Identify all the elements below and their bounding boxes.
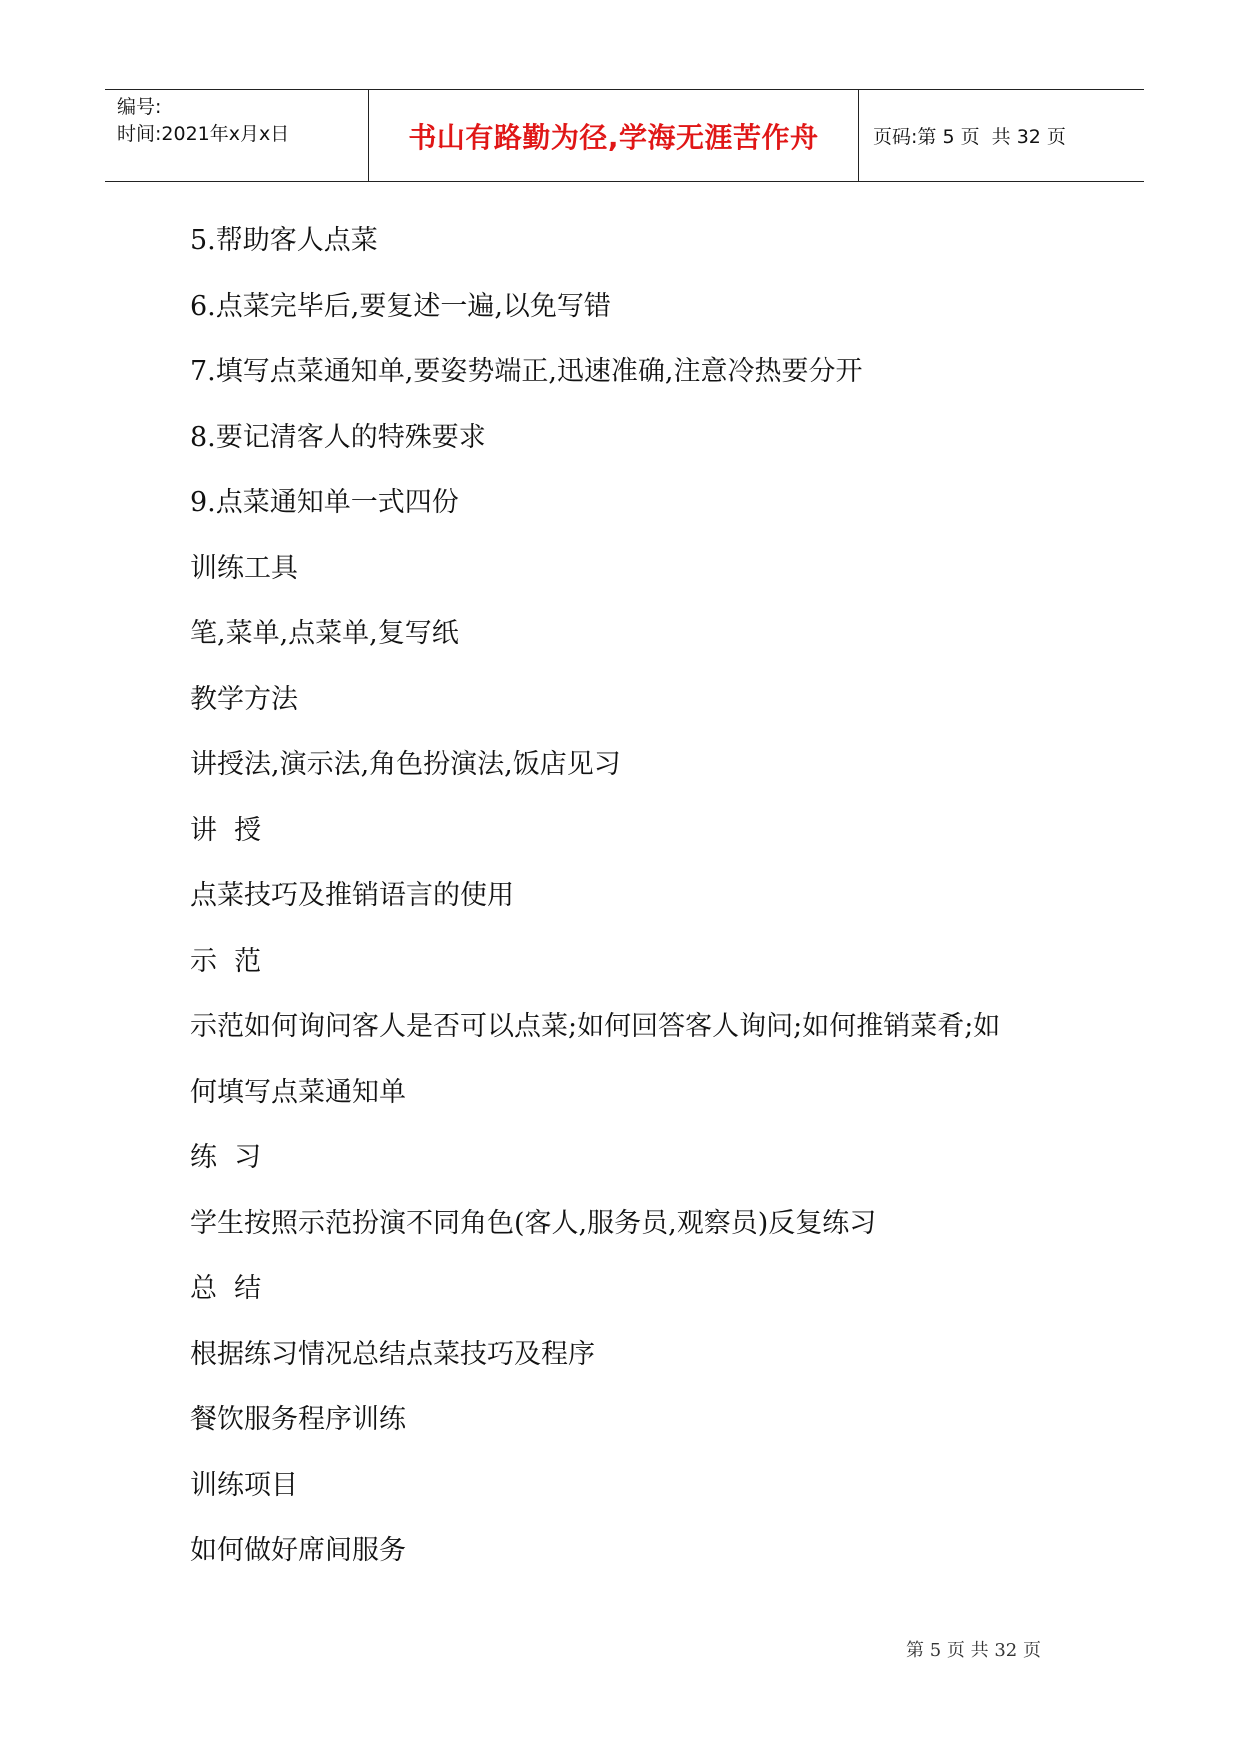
section-heading: 总 结: [190, 1273, 262, 1304]
body-line: 学生按照示范扮演不同角色(客人,服务员,观察员)反复练习: [190, 1207, 877, 1239]
page-footer: 第 5 页 共 32 页: [906, 1640, 1041, 1661]
body-line: 根据练习情况总结点菜技巧及程序: [190, 1338, 595, 1370]
body-line: 7.填写点菜通知单,要姿势端正,迅速准确,注意冷热要分开: [190, 356, 863, 387]
body-line: 8.要记清客人的特殊要求: [190, 421, 486, 453]
body-line: 讲授法,演示法,角色扮演法,饭店见习: [190, 749, 621, 780]
body-line: 6.点菜完毕后,要复述一遍,以免写错: [190, 290, 611, 322]
header-motto: 书山有路勤为径,学海无涯苦作舟: [408, 120, 819, 154]
header-page-info: 页码:第 5 页 共 32 页: [873, 126, 1066, 148]
page-header: [105, 89, 1144, 182]
section-heading: 训练工具: [190, 552, 298, 584]
header-meta: [117, 94, 289, 148]
header-divider-right: [858, 90, 859, 181]
body-line: 示范如何询问客人是否可以点菜;如何回答客人询问;如何推销菜肴;如: [190, 1011, 1001, 1042]
body-line: 9.点菜通知单一式四份: [190, 487, 459, 518]
body-line: 5.帮助客人点菜: [190, 225, 378, 256]
section-heading: 餐饮服务程序训练: [190, 1404, 406, 1435]
section-heading: 示 范: [190, 945, 262, 977]
section-heading: 训练项目: [190, 1469, 298, 1501]
body-line: 笔,菜单,点菜单,复写纸: [190, 618, 459, 649]
body-line: 点菜技巧及推销语言的使用: [190, 880, 514, 911]
body-line: 何填写点菜通知单: [190, 1076, 406, 1108]
document-number-label: 编号:: [117, 96, 162, 118]
section-heading: 讲 授: [190, 814, 262, 846]
body-line: 如何做好席间服务: [190, 1535, 406, 1566]
section-heading: 练 习: [190, 1142, 262, 1173]
section-heading: 教学方法: [190, 683, 298, 715]
document-date-label: 时间:2021年x月x日: [117, 123, 290, 145]
document-body: [190, 222, 1070, 1598]
